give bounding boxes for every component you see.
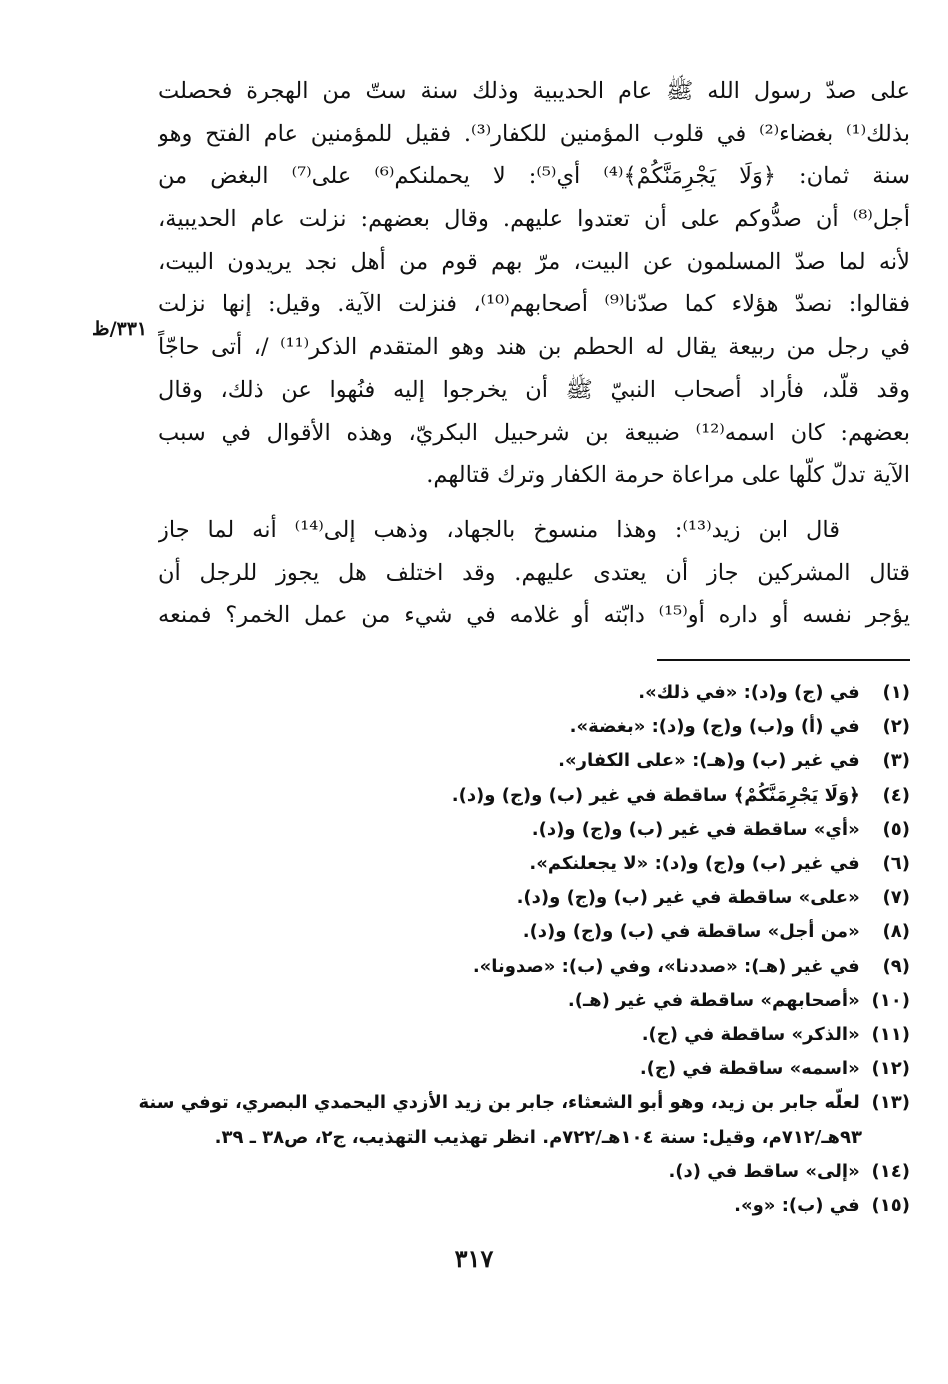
- text-line: أجل⁽⁸⁾ أن صدُّوكم على أن تعتدوا عليهم. وقال بعضهم: نزلت عام الحديبية،: [158, 206, 910, 233]
- footnote-text: «على» ساقطة في غير (ب) و(ج) و(د).: [516, 887, 860, 909]
- paragraph-gap: [158, 497, 910, 509]
- footnote-number: (٤): [882, 784, 910, 806]
- footnotes: [138, 676, 910, 1223]
- footnote-number: (٨): [882, 921, 910, 943]
- page-number: ٣١٧: [454, 1244, 494, 1273]
- text-line: وقد قلّد، فأراد أصحاب النبيّ ﷺ أن يخرجوا إليه فنُهوا عن ذلك، وقال: [158, 376, 910, 403]
- footnote-text: «أي» ساقطة في غير (ب) و(ج) و(د).: [531, 818, 860, 840]
- footnote-number: (١٥): [871, 1195, 910, 1217]
- manuscript-folio-marker: ٣٣١/ظ: [92, 318, 148, 340]
- footnote-number: (٥): [882, 818, 910, 840]
- text-line: في رجل من ربيعة يقال له الحطم بن هند وهو المتقدم الذكر⁽¹¹⁾ /، أتى حاجّاً: [158, 334, 910, 361]
- footnote-continuation: [158, 1121, 910, 1155]
- footnote-number: (١١): [871, 1024, 910, 1046]
- text-line: فقالوا: نصدّ هؤلاء كما صدّنا⁽⁹⁾ أصحابهم⁽¹⁰⁾، فنزلت الآية. وقيل: إنها نزلت: [158, 291, 910, 318]
- text-line: على صدّ رسول الله ﷺ عام الحديبية وذلك سنة ستّ من الهجرة فحصلت: [158, 78, 910, 104]
- footnote-number: (٢): [882, 716, 910, 738]
- footnote-text: «أصحابهم» ساقطة في غير (هـ).: [567, 989, 860, 1011]
- text-line: لأنه لما صدّ المسلمون عن البيت، مرّ بهم قوم من أهل نجد يريدون البيت،: [158, 248, 910, 275]
- footnote: [138, 1086, 910, 1120]
- text-line: بذلك⁽¹⁾ بغضاء⁽²⁾ في قلوب المؤمنين للكفار⁽³⁾. فقيل للمؤمنين عام الفتح وهو: [158, 120, 910, 147]
- footnote-text: «الذكر» ساقطة في (ج).: [641, 1024, 860, 1046]
- footnote-number: (٧): [882, 887, 910, 909]
- text-line: سنة ثمان: ﴿وَلَا يَجْرِمَنَّكُمْ﴾⁽⁴⁾ أي⁽⁵⁾: لا يحملنكم⁽⁶⁾ على⁽⁷⁾ البغض من: [158, 163, 910, 190]
- footnote-number: (٣): [882, 750, 910, 772]
- footnote-number: (١٤): [871, 1160, 910, 1182]
- footnote: [158, 1018, 910, 1052]
- footnote-text: «من أجل» ساقطة في (ب) و(ج) و(د).: [522, 921, 860, 943]
- footnote-number: (١٣): [871, 1092, 910, 1114]
- footnote: [158, 813, 910, 847]
- main-text: [158, 70, 910, 637]
- footnote: [158, 847, 910, 881]
- footnote-text: ٩٣هـ/٧١٢م، وقيل: سنة ١٠٤هـ/٧٢٢م. انظر تهذيب التهذيب، ج٢، ص٣٨ ـ ٣٩.: [214, 1126, 862, 1148]
- footnote: [158, 1052, 910, 1086]
- footnote-text: في (ج) و(د): «في ذلك».: [638, 682, 860, 703]
- text-line: بعضهم: كان اسمه⁽¹²⁾ ضبيعة بن شرحبيل البكريّ، وهذه الأقوال في سبب: [158, 419, 910, 446]
- footnote: [158, 744, 910, 778]
- footnote-text: في غير (هـ): «صددنا»، وفي (ب): «صدونا».: [472, 955, 860, 977]
- footnote: [158, 1189, 910, 1223]
- footnote: [158, 950, 910, 984]
- footnote-number: (٦): [882, 853, 910, 875]
- footnote-text: ﴿وَلَا يَجْرِمَنَّكُمْ﴾ ساقطة في غير (ب) و(ج) و(د).: [451, 784, 860, 806]
- text-line: قال ابن زيد⁽¹³⁾: وهذا منسوخ بالجهاد، وذهب إلى⁽¹⁴⁾ أنه لما جاز: [158, 516, 840, 543]
- footnote-text: في غير (ب) و(ج) و(د): «لا يجعلنكم».: [529, 853, 860, 875]
- footnote: [158, 1155, 910, 1189]
- footnote-number: (٩): [882, 955, 910, 977]
- footnote: [158, 779, 910, 813]
- text-line: الآية تدلّ كلّها على مراعاة حرمة الكفار وترك قتالهم.: [426, 462, 910, 489]
- footnote-text: في (أ) و(ب) و(ج) و(د): «بغضة».: [569, 716, 860, 738]
- footnote-text: «اسمه» ساقطة في (ج).: [639, 1058, 860, 1080]
- footnote-number: (١٠): [871, 989, 910, 1011]
- footnote-text: في غير (ب) و(هـ): «على الكفار».: [558, 750, 860, 772]
- footnote: [158, 915, 910, 949]
- footnote-separator: [657, 659, 910, 661]
- footnote-text: «إلى» ساقط في (د).: [668, 1160, 860, 1182]
- footnote: [158, 881, 910, 915]
- footnote-text: في (ب): «و».: [734, 1195, 860, 1217]
- footnote-number: (١): [882, 682, 910, 703]
- footnote: [158, 710, 910, 744]
- text-line: قتال المشركين جاز أن يعتدى عليهم. وقد اختلف هل يجوز للرجل أن: [158, 559, 910, 586]
- footnote: [158, 984, 910, 1018]
- footnote-text: لعلّه جابر بن زيد، وهو أبو الشعثاء، جابر بن زيد الأزدي اليحمدي البصري، توفي سنة: [138, 1092, 860, 1114]
- text-line: يؤجر نفسه أو داره أو⁽¹⁵⁾ دابّته أو غلامه في شيء من عمل الخمر؟ فمنعه: [158, 602, 910, 629]
- footnote: [158, 676, 910, 710]
- footnote-number: (١٢): [871, 1058, 910, 1080]
